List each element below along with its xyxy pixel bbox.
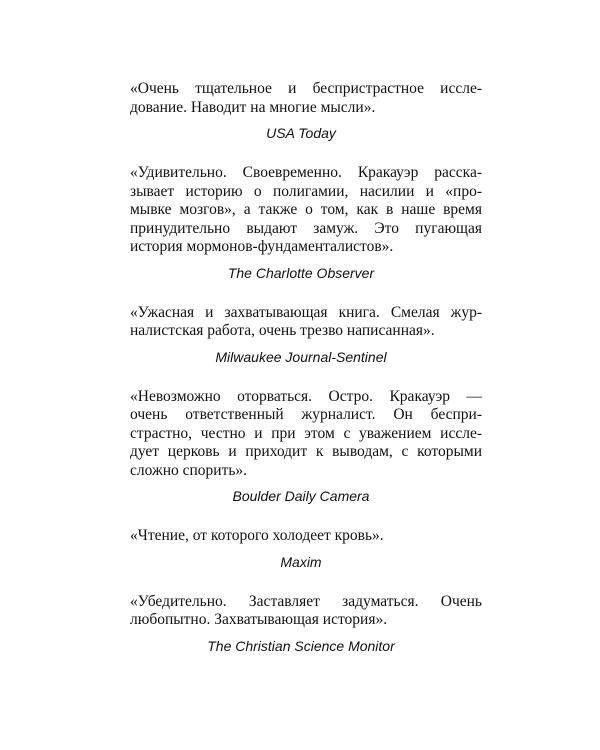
review-milwaukee-journal [120, 304, 482, 366]
quote-line: «Очень тщательное и беспристрастное иссле- [130, 80, 482, 97]
quote-line: «Убедительно. Заставляет задуматься. Очень [130, 592, 482, 610]
quote-line: сложно спорить». [130, 461, 248, 479]
review-quote [120, 164, 482, 257]
quote-line: история мормонов-фундаменталистов». [130, 238, 394, 255]
reviews-page [120, 80, 482, 677]
quote-line: налистская работа, очень трезво написанная». [130, 322, 435, 339]
review-usa-today [120, 80, 482, 142]
quote-line: «Невозможно оторваться. Остро. Кракауэр — [130, 387, 482, 405]
review-source: Milwaukee Journal-Sentinel [215, 348, 387, 365]
quote-line: дует церковь и приходит к выводам, с которыми [130, 443, 482, 460]
review-quote [120, 80, 482, 117]
review-quote [120, 527, 482, 546]
review-charlotte-observer [120, 164, 482, 282]
quote-line: «Удивительно. Своевременно. Кракауэр расска- [130, 164, 482, 181]
quote-line: дование. Наводит на многие мысли». [130, 98, 376, 116]
quote-line: зывает историю о полигамии, насилии и «про- [130, 182, 482, 200]
review-source: USA Today [266, 125, 336, 141]
quote-line: принудительно выдают замуж. Это пугающая [130, 219, 482, 237]
review-boulder-daily-camera [120, 388, 482, 506]
review-quote [120, 593, 482, 630]
quote-line: мывке мозгов», а также о том, как в наше время [130, 201, 482, 218]
quote-line: «Ужасная и захватывающая книга. Смелая жур- [130, 303, 482, 321]
review-source: Boulder Daily Camera [232, 488, 370, 504]
review-source: The Charlotte Observer [227, 264, 375, 281]
quote-line: «Чтение, от которого холодеет кровь». [130, 527, 384, 544]
review-maxim [120, 527, 482, 571]
quote-line: любопытно. Захватывающая история». [130, 611, 388, 628]
review-quote [120, 388, 482, 481]
review-source: Maxim [280, 553, 322, 570]
review-source: The Christian Science Monitor [207, 637, 395, 654]
quote-line: страстно, честно и при этом с уважением иссле- [130, 424, 482, 442]
review-christian-science-monitor [120, 593, 482, 655]
quote-line: очень ответственный журналист. Он беспри- [130, 406, 482, 423]
review-quote [120, 304, 482, 341]
